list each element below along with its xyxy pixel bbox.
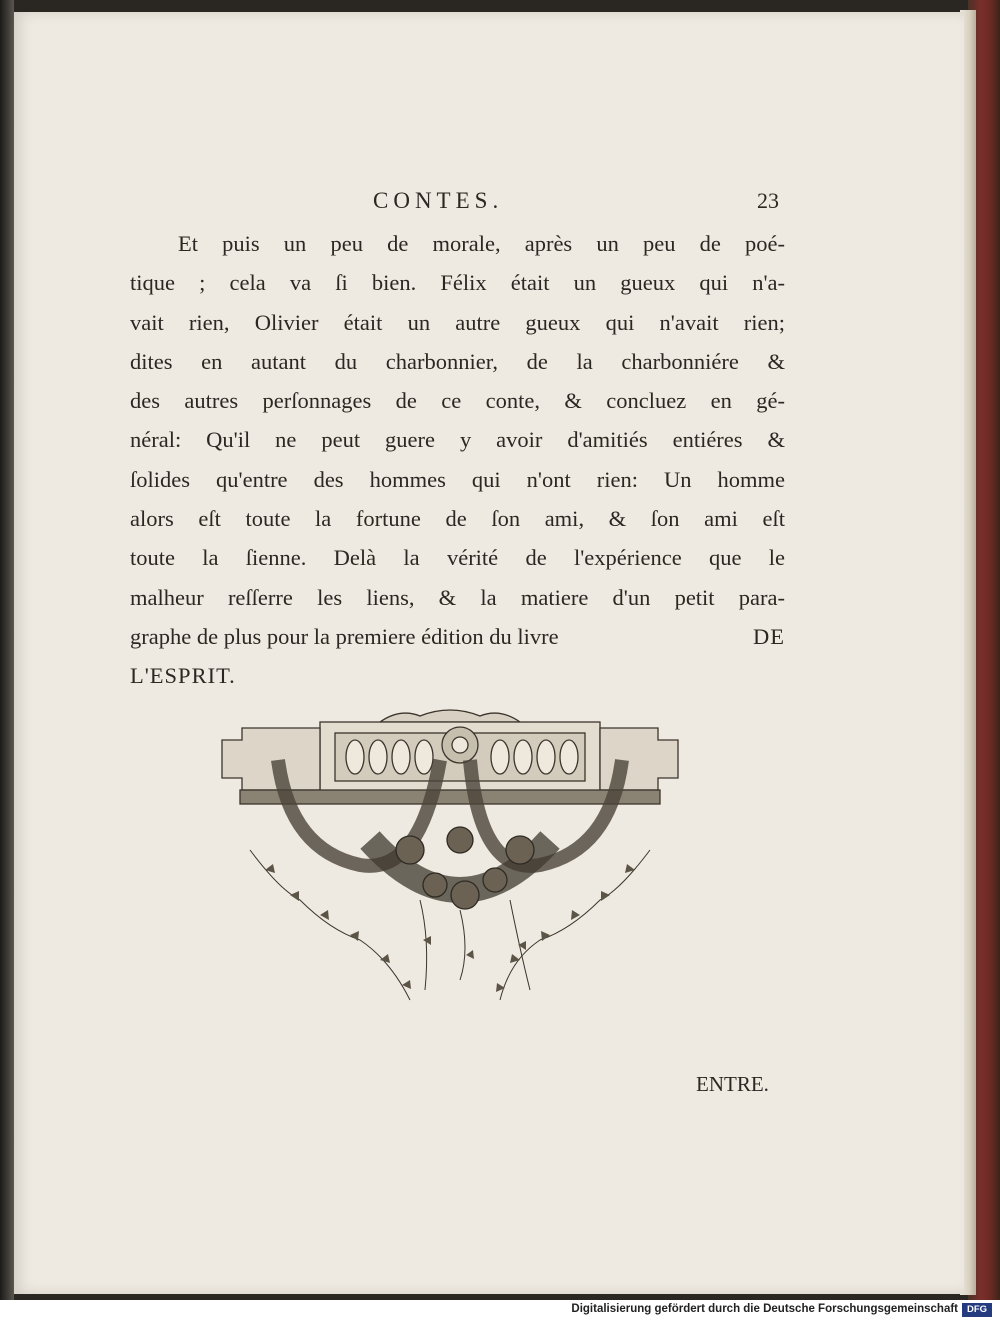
text-line: malheur reſſerre les liens, & la matiere d'un petit para- xyxy=(130,584,785,610)
text-line: ſolides qu'entre des hommes qui n'ont rien: Un homme xyxy=(130,466,785,492)
dfg-logo-icon: DFG xyxy=(962,1303,992,1317)
gutter-shadow xyxy=(0,0,14,1300)
text-line: dites en autant du charbonnier, de la charbonniére & xyxy=(130,348,785,374)
text-line: alors eſt toute la fortune de ſon ami, & ſon ami eſt xyxy=(130,506,785,532)
text-line: L'ESPRIT. xyxy=(130,663,236,689)
text-line xyxy=(130,617,785,656)
catchword: ENTRE. xyxy=(696,1072,769,1096)
body-text xyxy=(130,224,785,696)
text-line-main: graphe de plus pour la premiere édition du livre xyxy=(130,623,559,649)
garland-ornament-icon xyxy=(220,700,680,1005)
text-line: toute la ſienne. Delà la vérité de l'expérience que le xyxy=(130,545,785,571)
text-line: tique ; cela va ſi bien. Félix était un gueux qui n'a- xyxy=(130,270,785,296)
text-line: vait rien, Olivier était un autre gueux qui n'avait rien; xyxy=(130,309,785,335)
text-line: néral: Qu'il ne peut guere y avoir d'amitiés entiéres & xyxy=(130,427,785,453)
running-title: CONTES. xyxy=(373,188,504,213)
text-line-smallcaps: DE xyxy=(753,623,785,649)
running-head xyxy=(130,188,785,220)
text-line: Et puis un peu de morale, après un peu de poé- xyxy=(178,231,785,256)
page-number: 23 xyxy=(757,188,779,213)
funding-credit: Digitalisierung gefördert durch die Deutsche Forschungsgemeinschaft xyxy=(571,1303,958,1315)
text-line: des autres perſonnages de ce conte, & concluez en gé- xyxy=(130,388,785,414)
